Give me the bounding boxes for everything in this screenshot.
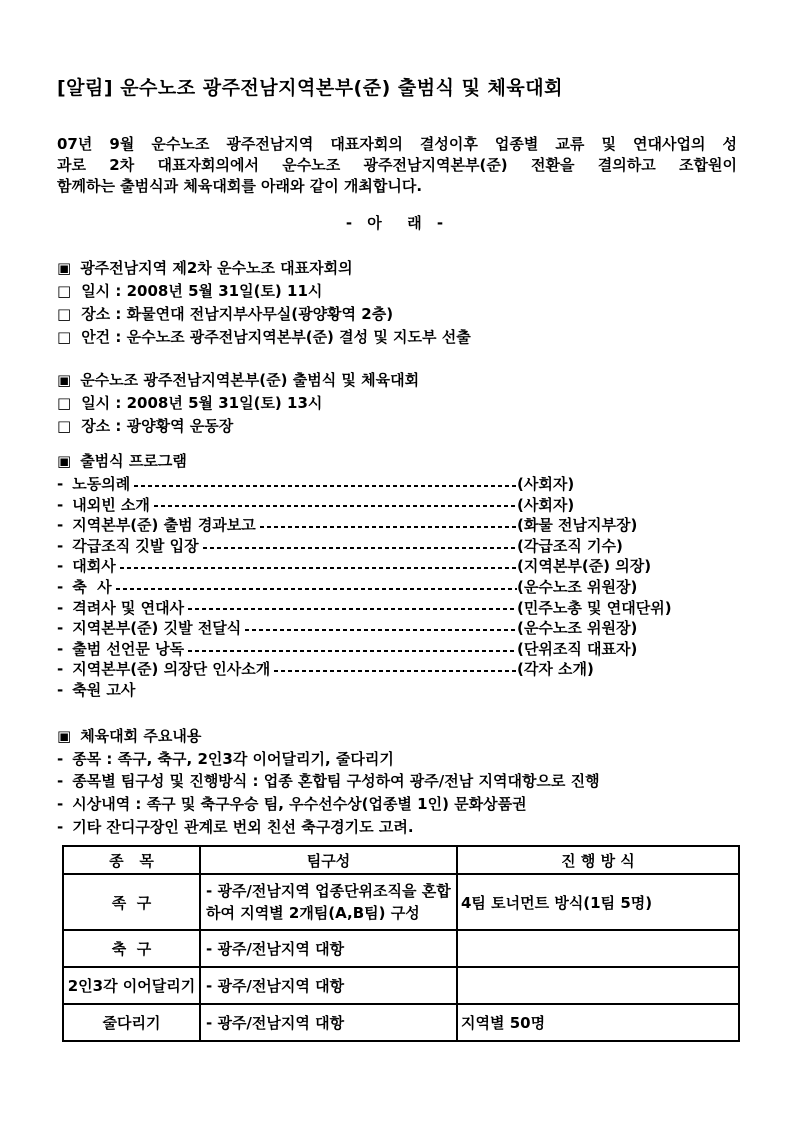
intro-line: 함께하는 출범식과 체육대회를 아래와 같이 개최합니다. — [57, 177, 423, 195]
section-heading — [57, 450, 737, 473]
section-representative-meeting — [57, 257, 737, 349]
program-item-role: (사회자) — [517, 475, 575, 493]
dash-bullet: - — [57, 680, 64, 699]
cell-event: 2인3각 이어달리기 — [63, 967, 200, 1004]
dash-leader-line — [116, 588, 517, 590]
dash-leader-line — [120, 567, 517, 569]
cell-team: - 광주/전남지역 대항 — [200, 1004, 457, 1041]
program-item-label: 내외빈 소개 — [72, 495, 150, 514]
table-row-tugofwar — [63, 1004, 739, 1041]
section-launch-ceremony — [57, 369, 737, 438]
bullet-text: 종목 : 족구, 축구, 2인3각 이어달리기, 줄다리기 — [72, 749, 394, 768]
dash-bullet: - — [57, 639, 64, 658]
bullet-item-prizes — [57, 793, 737, 816]
program-line — [57, 577, 737, 598]
program-item-role: (화물 전남지부장) — [517, 516, 638, 535]
table-header-event: 종 목 — [63, 846, 200, 874]
intro-paragraph — [57, 134, 737, 197]
dash-bullet: - — [57, 598, 64, 617]
dash-leader-line — [245, 629, 517, 631]
program-item-label: 지역본부(준) 깃발 전달식 — [72, 619, 242, 638]
program-item-label: 축 사 — [72, 577, 112, 596]
cell-team: - 광주/전남지역 대항 — [200, 967, 457, 1004]
dash-leader-line — [134, 485, 517, 487]
document-title: [알림] 운수노조 광주전남지역본부(준) 출범식 및 체육대회 — [57, 77, 563, 99]
filled-square-icon: ▣ — [57, 726, 72, 745]
program-line — [57, 556, 737, 577]
dash-leader-line — [203, 547, 517, 549]
dash-leader-line — [154, 505, 517, 507]
table-row-relay — [63, 967, 739, 1004]
section-heading-text: 체육대회 주요내용 — [80, 726, 202, 745]
section-ceremony-program — [57, 450, 737, 701]
section-heading — [57, 257, 737, 280]
cell-method: 4팀 토너먼트 방식(1팀 5명) — [457, 874, 739, 930]
intro-line: 과로 2차 대표자회의에서 운수노조 광주전남지역본부(준) 전환을 결의하고 조합원이 — [57, 156, 737, 174]
bullet-item-events — [57, 748, 737, 771]
cell-method — [457, 967, 739, 1004]
check-item-text: 일시 : 2008년 5월 31일(토) 11시 — [81, 282, 323, 300]
program-item-label: 격려사 및 연대사 — [72, 598, 185, 617]
program-item-label: 축원 고사 — [72, 680, 136, 699]
program-item-label: 각급조직 깃발 입장 — [72, 536, 199, 555]
program-line — [57, 474, 737, 495]
program-item-role: (운수노조 위원장) — [517, 577, 638, 596]
filled-square-icon: ▣ — [57, 259, 72, 277]
cell-event: 축 구 — [63, 930, 200, 967]
intro-line: 07년 9월 운수노조 광주전남지역 대표자회의 결성이후 업종별 교류 및 연대사업의 성 — [57, 135, 737, 153]
checkbox-square-icon: □ — [57, 282, 72, 300]
checkbox-square-icon: □ — [57, 417, 72, 435]
program-item-role: (각자 소개) — [517, 660, 594, 679]
checkbox-square-icon: □ — [57, 305, 72, 323]
checkbox-square-icon: □ — [57, 394, 72, 412]
cell-team: - 광주/전남지역 대항 — [200, 930, 457, 967]
check-item-agenda — [57, 326, 737, 349]
program-item-role: (지역본부(준) 의장) — [517, 557, 652, 576]
program-line — [57, 515, 737, 536]
dash-bullet: - — [57, 794, 64, 813]
dash-bullet: - — [57, 619, 64, 638]
bullet-text: 시상내역 : 족구 및 축구우승 팀, 우수선수상(업종별 1인) 문화상품권 — [72, 794, 527, 813]
dash-bullet: - — [57, 516, 64, 535]
check-item-text: 장소 : 화물연대 전남지부사무실(광양황역 2층) — [81, 305, 394, 323]
section-sports-day — [57, 725, 737, 1043]
bullet-text: 기타 잔디구장인 관계로 번외 친선 축구경기도 고려. — [72, 817, 414, 836]
dash-bullet: - — [57, 536, 64, 555]
cell-method: 지역별 50명 — [457, 1004, 739, 1041]
section-heading-text: 운수노조 광주전남지역본부(준) 출범식 및 체육대회 — [80, 371, 420, 389]
dash-bullet: - — [57, 817, 64, 836]
table-row-jokgu — [63, 874, 739, 930]
dash-leader-line — [188, 650, 517, 652]
dash-bullet: - — [57, 577, 64, 596]
filled-square-icon: ▣ — [57, 371, 72, 389]
check-item-datetime — [57, 280, 737, 303]
program-line — [57, 659, 737, 680]
cell-team: - 광주/전남지역 업종단위조직을 혼합하여 지역별 2개팀(A,B팀) 구성 — [200, 874, 457, 930]
section-heading-text: 출범식 프로그램 — [80, 452, 187, 470]
bullet-item-team-format — [57, 770, 737, 793]
dash-bullet: - — [57, 557, 64, 576]
check-item-text: 장소 : 광양황역 운동장 — [81, 417, 234, 435]
program-line — [57, 618, 737, 639]
program-line — [57, 680, 737, 701]
program-item-role: (운수노조 위원장) — [517, 619, 638, 638]
check-item-text: 안건 : 운수노조 광주전남지역본부(준) 결성 및 지도부 선출 — [81, 328, 471, 346]
dash-bullet: - — [57, 772, 64, 791]
events-table — [62, 845, 740, 1042]
program-item-role: (각급조직 기수) — [517, 536, 623, 555]
program-item-label: 출범 선언문 낭독 — [72, 639, 185, 658]
program-item-role: (단위조직 대표자) — [517, 639, 638, 658]
table-header-method: 진 행 방 식 — [457, 846, 739, 874]
program-line — [57, 536, 737, 557]
dash-leader-line — [274, 670, 517, 672]
program-item-label: 노동의례 — [72, 475, 131, 493]
filled-square-icon: ▣ — [57, 452, 72, 470]
dash-bullet: - — [57, 475, 64, 493]
table-row-soccer — [63, 930, 739, 967]
program-item-label: 지역본부(준) 의장단 인사소개 — [72, 660, 271, 679]
table-header-row — [63, 846, 739, 874]
checkbox-square-icon: □ — [57, 328, 72, 346]
check-item-text: 일시 : 2008년 5월 31일(토) 13시 — [81, 394, 323, 412]
program-item-label: 대회사 — [72, 557, 116, 576]
table-header-team: 팀구성 — [200, 846, 457, 874]
program-line — [57, 495, 737, 516]
cell-event: 족 구 — [63, 874, 200, 930]
section-heading-text: 광주전남지역 제2차 운수노조 대표자회의 — [80, 259, 353, 277]
program-item-role: (민주노총 및 연대단위) — [517, 598, 672, 617]
dash-leader-line — [188, 608, 517, 610]
check-item-venue — [57, 303, 737, 326]
dash-bullet: - — [57, 495, 64, 514]
section-heading — [57, 725, 737, 748]
dash-bullet: - — [57, 660, 64, 679]
check-item-venue — [57, 415, 737, 438]
cell-method — [457, 930, 739, 967]
check-item-datetime — [57, 392, 737, 415]
dash-leader-line — [260, 526, 517, 528]
bullet-text: 종목별 팀구성 및 진행방식 : 업종 혼합팀 구성하여 광주/전남 지역대항으로 진행 — [72, 772, 600, 791]
program-line — [57, 598, 737, 619]
section-heading — [57, 369, 737, 392]
below-divider-text: - 아 래 - — [345, 214, 449, 232]
program-item-label: 지역본부(준) 출범 경과보고 — [72, 516, 256, 535]
program-item-role: (사회자) — [517, 495, 575, 514]
program-line — [57, 639, 737, 660]
cell-event: 줄다리기 — [63, 1004, 200, 1041]
bullet-item-extra — [57, 816, 737, 839]
dash-bullet: - — [57, 749, 64, 768]
